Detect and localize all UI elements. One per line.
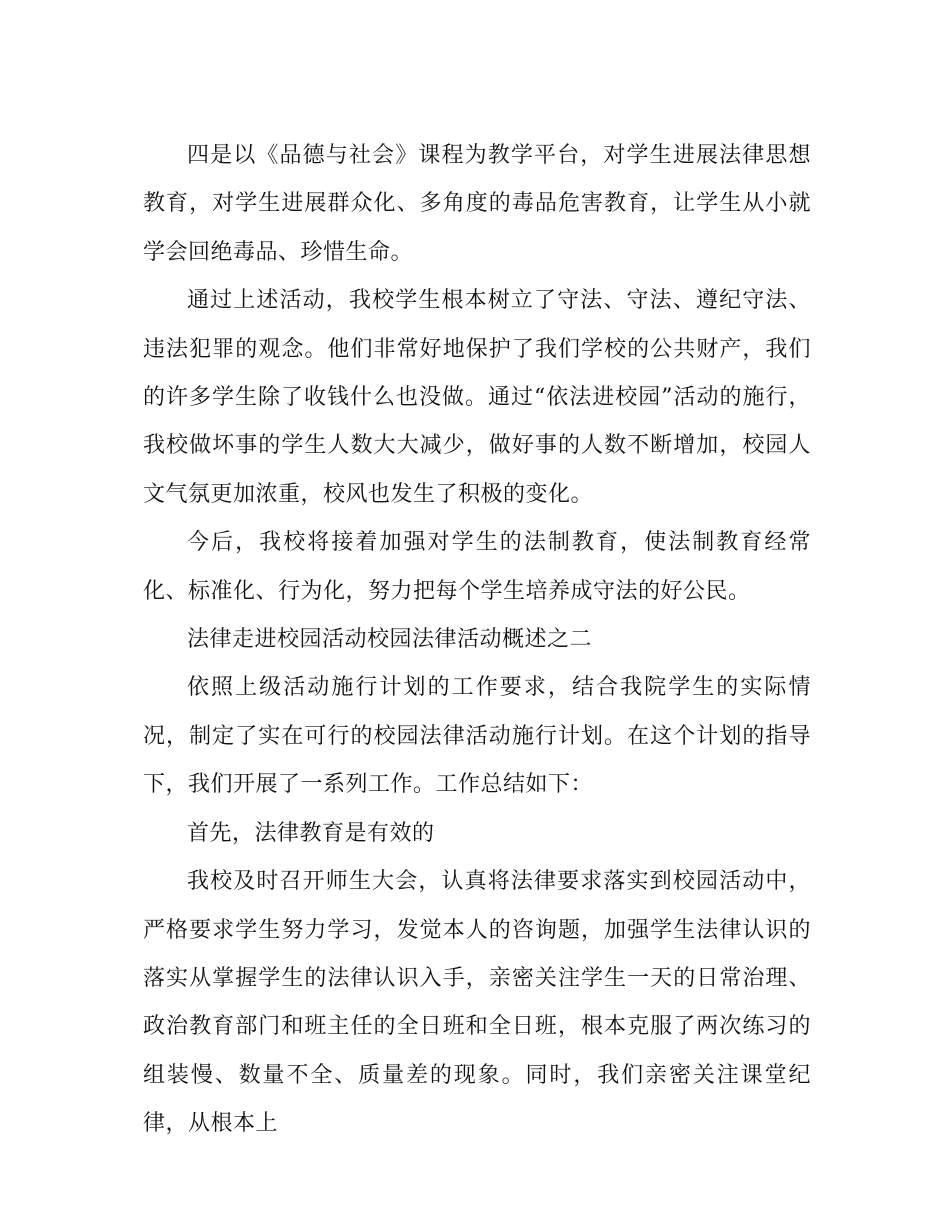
document-body bbox=[143, 132, 811, 1149]
paragraph-1: 四是以《品德与社会》课程为教学平台，对学生进展法律思想教育，对学生进展群众化、多角度的毒品危害教育，让学生从小就学会回绝毒品、珍惜生命。 bbox=[143, 143, 811, 265]
paragraph-2: 通过上述活动，我校学生根本树立了守法、守法、遵纪守法、违法犯罪的观念。他们非常好地保护了我们学校的公共财产，我们的许多学生除了收钱什么也没做。通过“依法进校园”活动的施行，我校做坏事的学生人数大大减少，做好事的人数不断增加，校园人文气氛更加浓重，校风也发生了积极的变化。 bbox=[143, 288, 811, 507]
section-heading: 法律走进校园活动校园法律活动概述之二 bbox=[187, 627, 593, 653]
subheading-first: 首先，法律教育是有效的 bbox=[187, 820, 435, 846]
paragraph-4: 依照上级活动施行计划的工作要求，结合我院学生的实际情况，制定了实在可行的校园法律活动施行计划。在这个计划的指导下，我们开展了一系列工作。工作总结如下： bbox=[143, 675, 811, 798]
paragraph-5: 我校及时召开师生大会，认真将法律要求落实到校园活动中，严格要求学生努力学习，发觉本人的咨询题，加强学生法律认识的落实从掌握学生的法律认识入手，亲密关注学生一天的日常治理、政治教育部门和班主任的全日班和全日班，根本克服了两次练习的组装慢、数量不全、质量差的现象。同时，我们亲密关注课堂纪律，从根本上 bbox=[143, 869, 811, 1137]
paragraph-3: 今后，我校将接着加强对学生的法制教育，使法制教育经常化、标准化、行为化，努力把每个学生培养成守法的好公民。 bbox=[143, 530, 811, 604]
